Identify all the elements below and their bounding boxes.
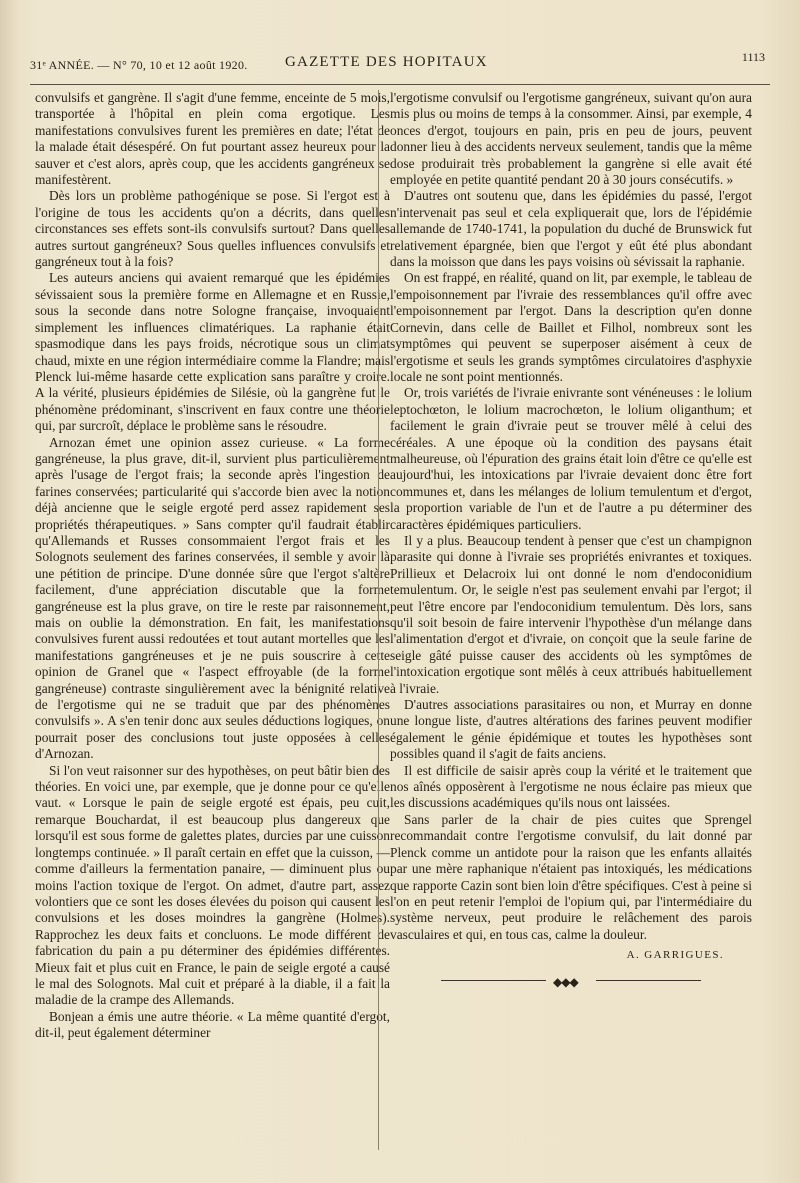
- paragraph: Or, trois variétés de l'ivraie enivrante sont vénéneuses : le lolium leptochœton, le lolium macrochœton, le lolium oliganthum; et facilement le grain d'ivraie peut se trouver mêlé à celui des céréales. A une époque où la condition des paysans était malheureuse, où l'épuration des grains était loin d'être ce qu'elle est aujourd'hui, les intoxications par l'ivraie devaient donc être fort communes et, dans les mélanges de lolium temulentum et d'ergot, la proportion variable de l'un et de l'autre a pu déterminer des caractères épidémiques particuliers.: [390, 385, 752, 532]
- page-number: 1113: [741, 50, 765, 64]
- ornament-line-left: [441, 980, 546, 981]
- column-divider: [378, 90, 379, 1150]
- paragraph: Dès lors un problème pathogénique se pose. Si l'ergot est à l'origine de tous les accidents qu'on a décrits, dans quelles circonstances ses effets sont-ils convulsifs surtout? Dans quelles autres surtout gangréneux? Sous quelles influences convulsifs et gangréneux tout à la fois?: [35, 188, 390, 270]
- issue-line: 31ᵉ ANNÉE. — N° 70, 10 et 12 août 1920.: [30, 58, 248, 72]
- journal-title: GAZETTE DES HOPITAUX: [285, 54, 488, 70]
- paragraph: Arnozan émet une opinion assez curieuse. « La forme gangréneuse, la plus grave, dit-il, survient plus particulièrement après l'usage de l'ergot frais; la seconde après l'ingestion de farines conservées; particularité qui s'accorde bien avec la notion déjà ancienne que le seigle ergoté perd assez rapidement ses propriétés thérapeutiques. » Sans compter qu'il faudrait établir qu'Allemands et Russes consommaient l'ergot frais et les Solognots seulement des farines conservées, il semble y avoir là une pétition de principe. D'une donnée sûre que l'ergot s'altère facilement, d'une appréciation discutable que la forme gangréneuse est la plus grave, on tire le reste par raisonnement, mais on oublie la démonstration. En fait, les manifestations convulsives furent aussi redoutées et tout autant mortelles que les manifestations gangréneuses et je ne puis souscrire à cette opinion de Granel que « l'aspect effroyable (de la forme gangréneuse) contraste singulièrement avec la bénignité relative de l'ergotisme qui ne se traduit que par des phénomènes convulsifs ». A s'en tenir donc aux seules déductions logiques, on pourrait poser des conclusions tout juste opposées à celles d'Arnozan.: [35, 434, 390, 762]
- paragraph: Il est difficile de saisir après coup la vérité et le traitement que nos aînés opposèrent à l'ergotisme ne nous éclaire pas mieux que les discussions académiques qu'ils nous ont laissées.: [390, 762, 752, 811]
- page-header: [30, 50, 765, 76]
- paragraph: D'autres ont soutenu que, dans les épidémies du passé, l'ergot n'intervenait pas seul et cela expliquerait que, lors de l'épidémie allemande de 1740-1741, la population du duché de Brunswick fut relativement épargnée, bien que l'ergot y eût été plus abondant dans la moisson que dans les pays voisins où sévissait la raphanie.: [390, 188, 752, 270]
- paragraph: Bonjean a émis une autre théorie. « La même quantité d'ergot, dit-il, peut également déterminer: [35, 1008, 390, 1041]
- left-column: [35, 90, 390, 1042]
- paragraph: Si l'on veut raisonner sur des hypothèses, on peut bâtir bien des théories. En voici une, par exemple, que je donne pour ce qu'elle vaut. « Lorsque le pain de seigle ergoté est épais, peu cuit, remarque Bouchardat, il est beaucoup plus dangereux que lorsqu'il est sous forme de galettes plates, durcies par une cuisson longtemps continuée. » Il paraît certain en effet que la cuisson, — comme d'ailleurs la fermentation panaire, — diminuent plus ou moins l'action toxique de l'ergot. On admet, d'autre part, assez volontiers que ce sont les doses élevées du poison qui causent les convulsions et les doses moindres la gangrène (Holmes). Rapprochez les deux faits et concluons. Le mode différent de fabrication du pain a pu déterminer des épidémies différentes. Mieux fait et plus cuit en France, le pain de seigle ergoté a causé le mal des Solognots. Mal cuit et préparé à la diable, il a fait la maladie de la crampe des Allemands.: [35, 762, 390, 1008]
- paragraph: convulsifs et gangrène. Il s'agit d'une femme, enceinte de 5 mois, transportée à l'hôpital en plein coma ergotique. Les manifestations convulsives furent les premières en date; l'état de la malade était désespéré. On fut pourtant assez heureux pour la sauver et c'est alors, après coup, que les accidents gangréneux se manifestèrent.: [35, 90, 390, 188]
- paragraph: l'ergotisme convulsif ou l'ergotisme gangréneux, suivant qu'on aura mis plus ou moins de temps à la consommer. Ainsi, par exemple, 4 onces d'ergot, toujours en pain, pris en peu de jours, peuvent donner lieu à des accidents nerveux seulement, tandis que la même dose produirait très probablement la gangrène si elle avait été employée en petite quantité pendant 20 à 30 jours consécutifs. »: [390, 90, 752, 188]
- header-rule: [30, 84, 770, 85]
- paragraph: Sans parler de la chair de pies cuites que Sprengel recommandait contre l'ergotisme convulsif, du lait donné par Plenck comme un antidote pour la raison que les enfants allaités par une mère raphanique n'étaient pas intoxiqués, les médications que rapporte Cazin sont bien loin d'être spécifiques. C'est à peine si l'on en peut retenir l'emploi de l'opium qui, par l'intermédiaire du système nerveux, peut produire le relâchement des parois vasculaires et qui, en tous cas, calme la douleur.: [390, 811, 752, 942]
- paragraph: D'autres associations parasitaires ou non, et Murray en donne une longue liste, d'autres altérations des farines peuvent modifier également le génie épidémique et toutes les hypothèses sont possibles quand il s'agit de faits anciens.: [390, 697, 752, 762]
- right-column: [390, 90, 752, 988]
- paragraph: Il y a plus. Beaucoup tendent à penser que c'est un champignon parasite qui donne à l'ivraie ses propriétés enivrantes et toxiques. Prillieux et Delacroix lui ont donné le nom d'endoconidium temulentum. Or, le seigle n'est pas seulement envahi par l'ergot; il peut l'être encore par l'endoconidium temulentum. Dès lors, sans qu'il soit besoin de faire intervenir l'hypothèse d'un mélange dans l'alimentation d'ergot et d'ivraie, on conçoit que la seule farine de seigle gâté puisse causer des accidents où les symptômes de l'intoxication ergotique sont mêlés à ceux attribués habituellement à l'ivraie.: [390, 532, 752, 696]
- ornament-glyph: ◆◆◆: [553, 974, 578, 989]
- paragraph: Les auteurs anciens qui avaient remarqué que les épidémies sévissaient sous la première forme en Allemagne et en Russie, sous la seconde dans notre Sologne française, invoquaient simplement les influences climatériques. La raphanie était spasmodique dans les pays froids, nécrotique sous un climat chaud, mixte en une région intermédiaire comme la Flandre; mais Plenck lui-même hasarde cette explication sans paraître y croire. A la vérité, plusieurs épidémies de Silésie, où la gangrène fut le phénomène prédominant, s'inscrivent en faux contre une théorie qui, par surcroît, déplace le problème sans le résoudre.: [35, 270, 390, 434]
- right-column-body: [390, 90, 752, 943]
- section-ornament: [441, 974, 701, 988]
- ornament-line-right: [596, 980, 701, 981]
- author-signature: A. GARRIGUES.: [626, 949, 724, 962]
- paragraph: On est frappé, en réalité, quand on lit, par exemple, le tableau de l'empoisonnement par l'ivraie des ressemblances qu'il offre avec l'empoisonnement par l'ergot. Dans la description qu'en donne Cornevin, dans celle de Baillet et Filhol, nombreux sont les symptômes qui peuvent se superposer aisément à ceux de l'ergotisme et seuls les grands symptômes circulatoires d'asphyxie locale ne sont point mentionnés.: [390, 270, 752, 384]
